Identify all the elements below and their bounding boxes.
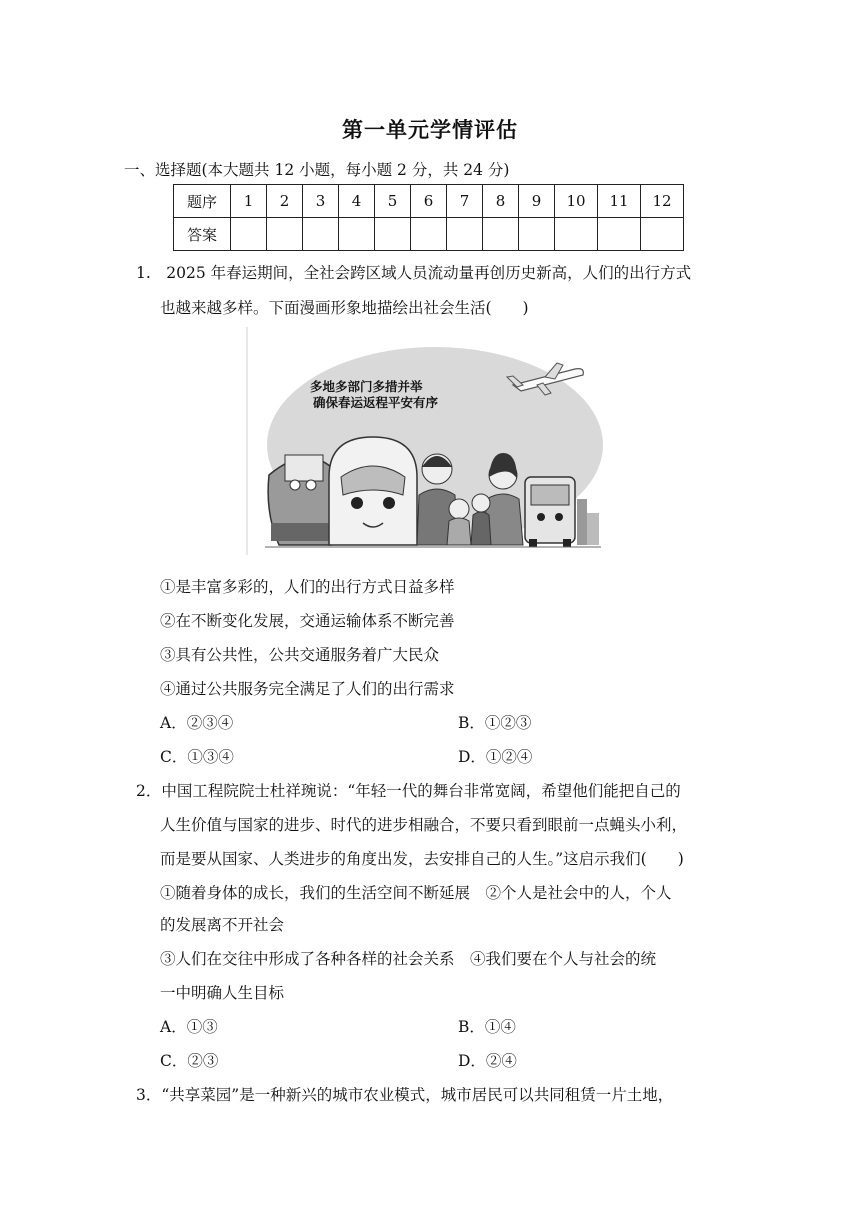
answer-cell[interactable]: [411, 218, 447, 251]
q2-line: 而是要从国家、人类进步的角度出发，去安排自己的人生。”这启示我们( ): [160, 850, 684, 868]
q1-option-a[interactable]: A．②③④: [160, 714, 234, 732]
page-title: 第一单元学情评估: [342, 118, 518, 142]
section-heading: 一、选择题(本大题共 12 小题，每小题 2 分，共 24 分): [124, 161, 510, 179]
q2-line: 一中明确人生目标: [160, 984, 285, 1002]
answer-cell[interactable]: [267, 218, 303, 251]
cartoon-text: 确保春运返程平安有序: [313, 395, 439, 410]
q2-option-a[interactable]: A．①③: [160, 1018, 218, 1036]
table-cell: 3: [303, 185, 339, 218]
answer-cell[interactable]: [641, 218, 684, 251]
bus-illustration: [525, 477, 575, 547]
q2-option-c[interactable]: C．②③: [160, 1052, 219, 1070]
ship-illustration: [268, 455, 331, 545]
q2-option-d[interactable]: D．②④: [458, 1052, 517, 1070]
table-cell: 4: [339, 185, 375, 218]
train-illustration: [329, 437, 417, 545]
table-cell: 12: [641, 185, 684, 218]
answer-table: [173, 184, 684, 251]
answer-cell[interactable]: [375, 218, 411, 251]
table-cell: 10: [555, 185, 598, 218]
q1-option-b[interactable]: B．①②③: [458, 714, 532, 732]
q1-line: 也越来越多样。下面漫画形象地描绘出社会生活( ): [160, 299, 529, 317]
cartoon-illustration: [245, 327, 605, 555]
q2-line: 2．中国工程院院士杜祥琬说：“年轻一代的舞台非常宽阔，希望他们能把自己的: [136, 782, 681, 800]
table-cell: 11: [598, 185, 641, 218]
table-header-cell: 答案: [174, 218, 231, 251]
answer-cell[interactable]: [447, 218, 483, 251]
q2-option-b[interactable]: B．①④: [458, 1018, 516, 1036]
q3-line: 3．“共享菜园”是一种新兴的城市农业模式，城市居民可以共同租赁一片土地，: [136, 1086, 674, 1104]
table-cell: 1: [231, 185, 267, 218]
q2-line: ①随着身体的成长，我们的生活空间不断延展 ②个人是社会中的人，个人: [160, 884, 672, 902]
q2-line: ③人们在交往中形成了各种各样的社会关系 ④我们要在个人与社会的统: [160, 950, 657, 968]
table-cell: 2: [267, 185, 303, 218]
answer-cell[interactable]: [483, 218, 519, 251]
q1-statement: ①是丰富多彩的，人们的出行方式日益多样: [160, 578, 455, 596]
table-cell: 7: [447, 185, 483, 218]
q1-statement: ②在不断变化发展，交通运输体系不断完善: [160, 612, 455, 630]
q1-statement: ③具有公共性，公共交通服务着广大民众: [160, 646, 440, 664]
q1-statement: ④通过公共服务完全满足了人们的出行需求: [160, 680, 455, 698]
answer-cell[interactable]: [231, 218, 267, 251]
q2-line: 的发展离不开社会: [160, 916, 285, 934]
table-cell: 8: [483, 185, 519, 218]
table-row: [174, 185, 684, 218]
table-cell: 9: [519, 185, 555, 218]
answer-cell[interactable]: [598, 218, 641, 251]
q1-option-d[interactable]: D．①②④: [458, 748, 533, 766]
table-header-cell: 题序: [174, 185, 231, 218]
table-row: [174, 218, 684, 251]
q1-option-c[interactable]: C．①③④: [160, 748, 234, 766]
answer-cell[interactable]: [555, 218, 598, 251]
q1-line: 1. 2025 年春运期间，全社会跨区域人员流动量再创历史新高，人们的出行方式: [136, 264, 692, 282]
table-cell: 6: [411, 185, 447, 218]
cartoon-text: 多地多部门多措并举: [310, 379, 423, 394]
answer-cell[interactable]: [303, 218, 339, 251]
answer-cell[interactable]: [339, 218, 375, 251]
q2-line: 人生价值与国家的进步、时代的进步相融合，不要只看到眼前一点蝇头小利，: [160, 816, 688, 834]
answer-cell[interactable]: [519, 218, 555, 251]
table-cell: 5: [375, 185, 411, 218]
